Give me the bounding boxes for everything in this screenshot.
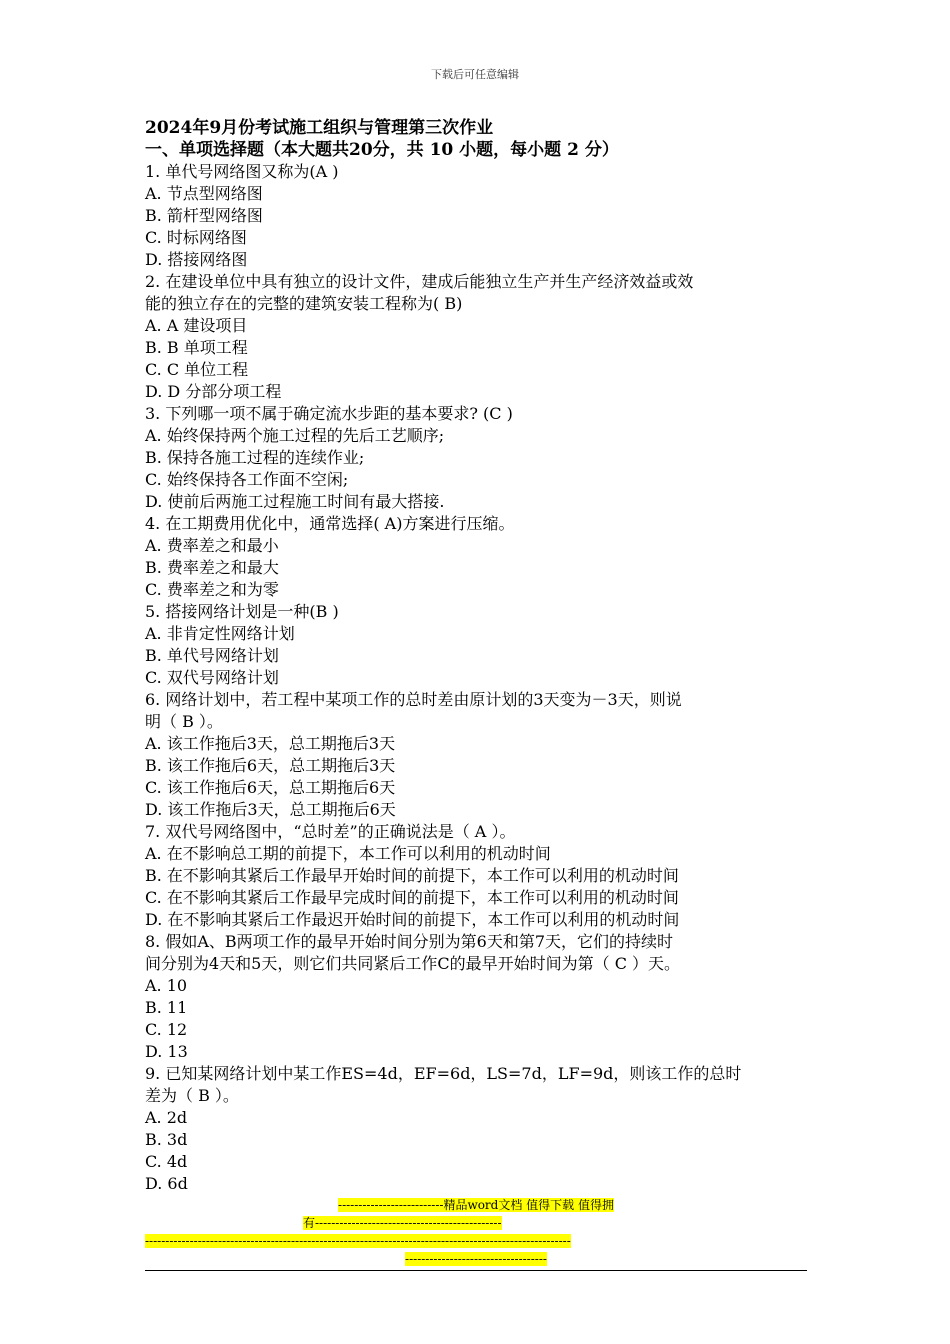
text-line: D. 使前后两施工过程施工时间有最大搭接. <box>145 492 445 511</box>
text-line: 6. 网络计划中，若工程中某项工作的总时差由原计划的3天变为－3天，则说 <box>145 690 682 709</box>
text-line: C. C 单位工程 <box>145 360 249 379</box>
text-line: A. A 建设项目 <box>145 316 248 335</box>
section-title: 一、单项选择题（本大题共20分，共 10 小题，每小题 2 分） <box>145 140 619 160</box>
text-line: 9. 已知某网络计划中某工作ES=4d，EF=6d，LS=7d，LF=9d，则该工作的总时 <box>145 1064 742 1083</box>
text-line: 8. 假如A、B两项工作的最早开始时间分别为第6天和第7天，它们的持续时 <box>145 932 674 951</box>
text-line: 5. 搭接网络计划是一种(B ) <box>145 602 339 621</box>
text-line: 差为（ B ）。 <box>145 1086 239 1105</box>
text-line: D. 该工作拖后3天，总工期拖后6天 <box>145 800 396 819</box>
text-line: 1. 单代号网络图又称为(A ) <box>145 162 339 181</box>
text-line: 4. 在工期费用优化中，通常选择( A)方案进行压缩。 <box>145 514 515 533</box>
text-line: B. 3d <box>145 1130 188 1149</box>
footer-line-4: ----------------------------------- <box>405 1252 547 1266</box>
text-line: A. 在不影响总工期的前提下，本工作可以利用的机动时间 <box>145 844 551 863</box>
text-line: D. D 分部分项工程 <box>145 382 282 401</box>
text-line: B. 该工作拖后6天，总工期拖后3天 <box>145 756 396 775</box>
footer-banner <box>145 1196 807 1271</box>
text-line: C. 在不影响其紧后工作最早完成时间的前提下，本工作可以利用的机动时间 <box>145 888 679 907</box>
text-line: 明（ B ）。 <box>145 712 223 731</box>
text-line: 间分别为4天和5天，则它们共同紧后工作C的最早开始时间为第（ C ）天。 <box>145 954 681 973</box>
text-line: A. 非肯定性网络计划 <box>145 624 295 643</box>
footer-line-1: --------------------------精品word文档 值得下载 值得拥 <box>338 1198 614 1212</box>
text-line: 2. 在建设单位中具有独立的设计文件，建成后能独立生产并生产经济效益或效 <box>145 272 694 291</box>
text-line: B. 保持各施工过程的连续作业; <box>145 448 365 467</box>
text-line: A. 费率差之和最小 <box>145 536 279 555</box>
text-line: B. 箭杆型网络图 <box>145 206 263 225</box>
text-line: C. 12 <box>145 1020 188 1039</box>
header-note: 下载后可任意编辑 <box>431 68 519 81</box>
text-line: C. 该工作拖后6天，总工期拖后6天 <box>145 778 396 797</box>
text-line: C. 费率差之和为零 <box>145 580 279 599</box>
question-list <box>145 161 815 1195</box>
text-line: B. 在不影响其紧后工作最早开始时间的前提下，本工作可以利用的机动时间 <box>145 866 679 885</box>
footer-line-2: 有---------------------------------------------- <box>303 1216 502 1230</box>
text-line: D. 在不影响其紧后工作最迟开始时间的前提下，本工作可以利用的机动时间 <box>145 910 680 929</box>
text-line: D. 搭接网络图 <box>145 250 248 269</box>
text-line: A. 2d <box>145 1108 188 1127</box>
footer-rule <box>145 1270 807 1271</box>
text-line: D. 13 <box>145 1042 188 1061</box>
text-line: 3. 下列哪一项不属于确定流水步距的基本要求? (C ) <box>145 404 513 423</box>
text-line: 7. 双代号网络图中，“总时差”的正确说法是（ A ）。 <box>145 822 516 841</box>
text-line: D. 6d <box>145 1174 188 1193</box>
text-line: A. 始终保持两个施工过程的先后工艺顺序; <box>145 426 445 445</box>
text-line: B. 11 <box>145 998 188 1017</box>
text-line: A. 节点型网络图 <box>145 184 263 203</box>
text-line: B. B 单项工程 <box>145 338 248 357</box>
text-line: C. 始终保持各工作面不空闲; <box>145 470 349 489</box>
text-line: A. 10 <box>145 976 188 995</box>
text-line: C. 时标网络图 <box>145 228 247 247</box>
text-line: A. 该工作拖后3天，总工期拖后3天 <box>145 734 396 753</box>
text-line: B. 费率差之和最大 <box>145 558 279 577</box>
text-line: B. 单代号网络计划 <box>145 646 279 665</box>
text-line: C. 双代号网络计划 <box>145 668 279 687</box>
document-title: 2024年9月份考试施工组织与管理第三次作业 <box>145 118 494 138</box>
text-line: C. 4d <box>145 1152 188 1171</box>
document-body <box>145 117 815 1195</box>
footer-line-3: --------------------------------------------------------------------------------------------------------- <box>145 1234 571 1248</box>
text-line: 能的独立存在的完整的建筑安装工程称为( B) <box>145 294 463 313</box>
